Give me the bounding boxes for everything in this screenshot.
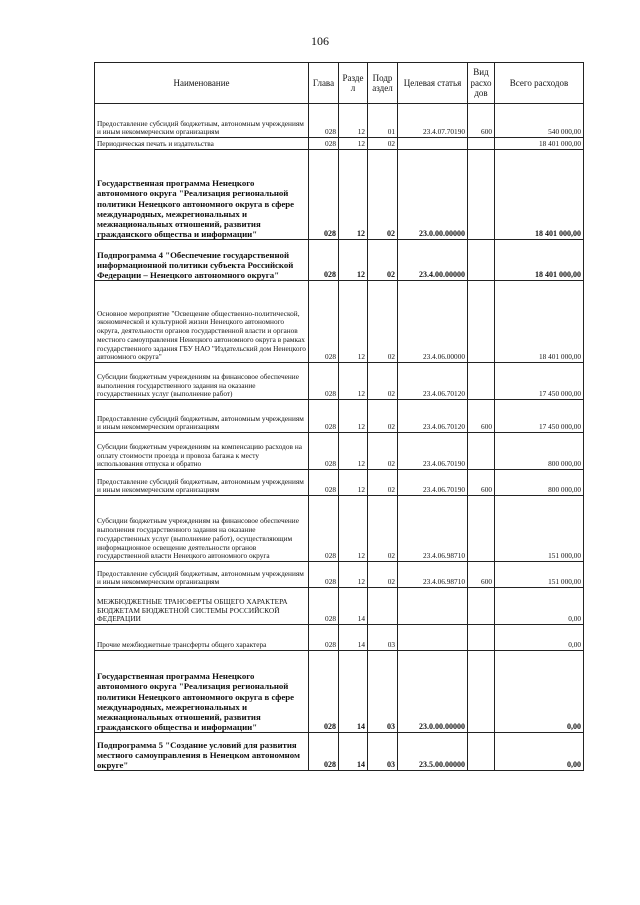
row-type: 600 (468, 104, 495, 138)
row-total: 18 401 000,00 (495, 138, 584, 150)
row-type (468, 281, 495, 363)
row-type: 600 (468, 470, 495, 496)
row-target (398, 588, 468, 625)
page-number: 106 (311, 34, 329, 48)
row-total: 151 000,00 (495, 496, 584, 562)
row-target: 23.4.06.70120 (398, 363, 468, 400)
row-subsection (368, 588, 398, 625)
col-header-type: Вид расхо дов (468, 63, 495, 104)
row-subsection: 03 (368, 625, 398, 651)
row-chapter: 028 (309, 651, 339, 733)
row-name: Предоставление субсидий бюджетным, автономным учреждениям и иным некоммерческим организациям (95, 562, 309, 588)
row-total: 18 401 000,00 (495, 150, 584, 240)
row-chapter: 028 (309, 433, 339, 470)
row-subsection: 02 (368, 433, 398, 470)
row-chapter: 028 (309, 363, 339, 400)
row-chapter: 028 (309, 588, 339, 625)
table-row (95, 363, 584, 400)
row-section: 12 (339, 470, 368, 496)
row-chapter: 028 (309, 562, 339, 588)
row-name: Субсидии бюджетным учреждениям на финансовое обеспечение выполнения государственного задания на оказание государственных услуг (выполнение работ), осуществляющим информационное освещение деятельности органов государственной власти Ненецкого автономного округа (95, 496, 309, 562)
row-total: 17 450 000,00 (495, 400, 584, 433)
row-subsection: 02 (368, 470, 398, 496)
row-chapter: 028 (309, 400, 339, 433)
row-type (468, 240, 495, 281)
row-subsection: 01 (368, 104, 398, 138)
row-type (468, 625, 495, 651)
table-row (95, 651, 584, 733)
row-section: 12 (339, 150, 368, 240)
row-chapter: 028 (309, 150, 339, 240)
row-subsection: 02 (368, 496, 398, 562)
row-total: 800 000,00 (495, 433, 584, 470)
table-row (95, 281, 584, 363)
row-chapter: 028 (309, 281, 339, 363)
row-target (398, 625, 468, 651)
table-header-row (95, 63, 584, 104)
row-total: 0,00 (495, 651, 584, 733)
table-row (95, 433, 584, 470)
table-row (95, 138, 584, 150)
row-subsection: 03 (368, 733, 398, 771)
table-row (95, 150, 584, 240)
row-section: 12 (339, 138, 368, 150)
row-name: Предоставление субсидий бюджетным, автономным учреждениям и иным некоммерческим организациям (95, 470, 309, 496)
row-type (468, 138, 495, 150)
row-type: 600 (468, 400, 495, 433)
row-name: Подпрограмма 5 "Создание условий для развития местного самоуправления в Ненецком автономном округе" (95, 733, 309, 771)
row-type (468, 433, 495, 470)
row-subsection: 02 (368, 150, 398, 240)
row-target: 23.4.06.98710 (398, 562, 468, 588)
col-header-section: Разде л (339, 63, 368, 104)
row-target: 23.4.06.70190 (398, 433, 468, 470)
row-target: 23.4.06.00000 (398, 281, 468, 363)
row-total: 18 401 000,00 (495, 240, 584, 281)
row-subsection: 02 (368, 363, 398, 400)
row-target: 23.0.00.00000 (398, 651, 468, 733)
row-type (468, 651, 495, 733)
row-subsection: 02 (368, 562, 398, 588)
row-type (468, 363, 495, 400)
row-target: 23.4.06.70120 (398, 400, 468, 433)
row-target: 23.0.00.00000 (398, 150, 468, 240)
row-name: Предоставление субсидий бюджетным, автономным учреждениям и иным некоммерческим организациям (95, 104, 309, 138)
row-target: 23.5.00.00000 (398, 733, 468, 771)
budget-table (94, 62, 584, 771)
row-total: 18 401 000,00 (495, 281, 584, 363)
row-section: 12 (339, 240, 368, 281)
row-total: 0,00 (495, 588, 584, 625)
row-subsection: 02 (368, 240, 398, 281)
row-name: Государственная программа Ненецкого автономного округа "Реализация региональной политики Ненецкого автономного округа в сфере международных, межрегиональных и межнациональных отношений, развития гражданского общества и информации" (95, 150, 309, 240)
table-body (95, 104, 584, 771)
table-row (95, 733, 584, 771)
row-total: 800 000,00 (495, 470, 584, 496)
row-total: 0,00 (495, 733, 584, 771)
row-type (468, 588, 495, 625)
table-row (95, 562, 584, 588)
row-total: 540 000,00 (495, 104, 584, 138)
row-total: 17 450 000,00 (495, 363, 584, 400)
table-row (95, 104, 584, 138)
row-section: 14 (339, 625, 368, 651)
row-section: 14 (339, 733, 368, 771)
table-row (95, 496, 584, 562)
row-subsection: 02 (368, 400, 398, 433)
row-section: 12 (339, 400, 368, 433)
row-section: 12 (339, 104, 368, 138)
row-target: 23.4.00.00000 (398, 240, 468, 281)
row-chapter: 028 (309, 470, 339, 496)
row-name: Подпрограмма 4 "Обеспечение государственной информационной политики субъекта Российской Федерации – Ненецкого автономного округа" (95, 240, 309, 281)
row-chapter: 028 (309, 733, 339, 771)
table-row (95, 400, 584, 433)
row-section: 12 (339, 363, 368, 400)
row-name: Государственная программа Ненецкого автономного округа "Реализация региональной политики Ненецкого автономного округа в сфере международных, межрегиональных и межнациональных отношений, развития гражданского общества и информации" (95, 651, 309, 733)
row-total: 0,00 (495, 625, 584, 651)
row-target (398, 138, 468, 150)
row-chapter: 028 (309, 138, 339, 150)
row-name: Субсидии бюджетным учреждениям на компенсацию расходов на оплату стоимости проезда и провоза багажа к месту использования отпуска и обратно (95, 433, 309, 470)
row-type (468, 496, 495, 562)
row-chapter: 028 (309, 496, 339, 562)
row-name: Периодическая печать и издательства (95, 138, 309, 150)
col-header-chapter: Глава (309, 63, 339, 104)
table-row (95, 470, 584, 496)
table-row (95, 588, 584, 625)
table-row (95, 625, 584, 651)
row-name: Предоставление субсидий бюджетным, автономным учреждениям и иным некоммерческим организациям (95, 400, 309, 433)
row-name: Прочие межбюджетные трансферты общего характера (95, 625, 309, 651)
table-row (95, 240, 584, 281)
row-section: 12 (339, 562, 368, 588)
col-header-subsection: Подр аздел (368, 63, 398, 104)
row-target: 23.4.07.70190 (398, 104, 468, 138)
row-section: 12 (339, 433, 368, 470)
row-section: 12 (339, 496, 368, 562)
col-header-target: Целевая статья (398, 63, 468, 104)
row-name: Основное мероприятие "Освещение общественно-политической, экономической и культурной жизни Ненецкого автономного округа, деятельности органов государственной власти и органов местного самоуправления Ненецкого автономного округа в рамках государственного задания ГБУ НАО "Издательский дом Ненецкого автономного округа" (95, 281, 309, 363)
row-type: 600 (468, 562, 495, 588)
row-type (468, 150, 495, 240)
row-subsection: 02 (368, 138, 398, 150)
row-chapter: 028 (309, 240, 339, 281)
row-chapter: 028 (309, 104, 339, 138)
row-subsection: 02 (368, 281, 398, 363)
row-chapter: 028 (309, 625, 339, 651)
row-subsection: 03 (368, 651, 398, 733)
row-target: 23.4.06.98710 (398, 496, 468, 562)
row-section: 14 (339, 588, 368, 625)
row-name: МЕЖБЮДЖЕТНЫЕ ТРАНСФЕРТЫ ОБЩЕГО ХАРАКТЕРА БЮДЖЕТАМ БЮДЖЕТНОЙ СИСТЕМЫ РОССИЙСКОЙ ФЕДЕРАЦИИ (95, 588, 309, 625)
row-target: 23.4.06.70190 (398, 470, 468, 496)
row-section: 12 (339, 281, 368, 363)
row-total: 151 000,00 (495, 562, 584, 588)
row-name: Субсидии бюджетным учреждениям на финансовое обеспечение выполнения государственного задания на оказание государственных услуг (выполнение работ) (95, 363, 309, 400)
row-type (468, 733, 495, 771)
col-header-total: Всего расходов (495, 63, 584, 104)
row-section: 14 (339, 651, 368, 733)
col-header-name: Наименование (95, 63, 309, 104)
